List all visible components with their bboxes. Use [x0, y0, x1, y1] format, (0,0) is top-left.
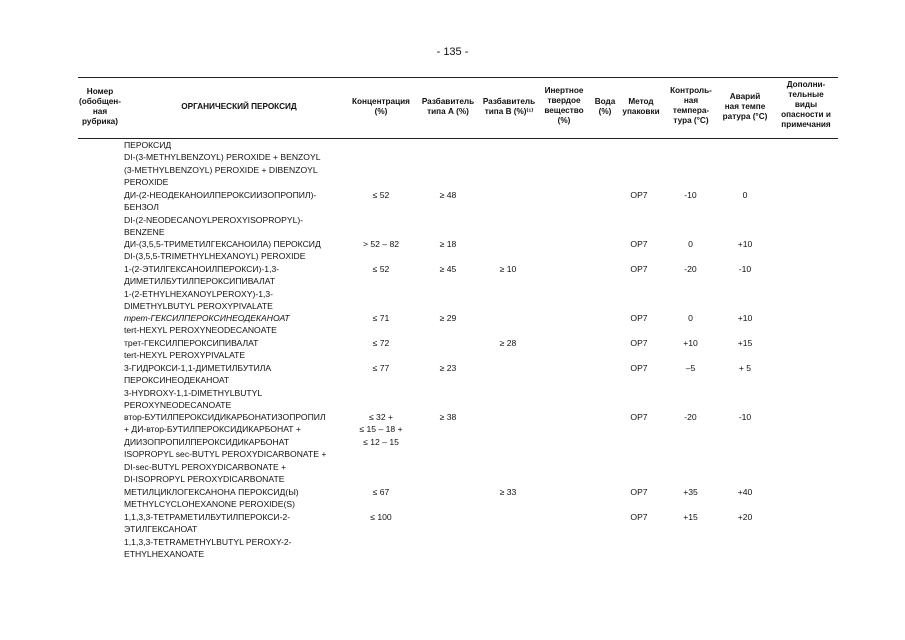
emergency-temp-value: + 5: [738, 363, 752, 373]
concentration-value: ≤ 71: [372, 313, 390, 323]
peroxide-name: МЕТИЛЦИКЛОГЕКСАНОНА ПЕРОКСИД(Ы) METHYLCYCLOHEXANONE PEROXIDE(S): [124, 487, 299, 510]
peroxide-name: ДИ-(2-НЕОДЕКАНОИЛПЕРОКСИИЗОПРОПИЛ)- БЕНЗОЛ DI-(2-NEODECANOYLPEROXYISOPROPYL)- BENZENE: [124, 190, 317, 238]
concentration-value: ≤ 52: [372, 190, 390, 200]
concentration-value: ≤ 67: [372, 487, 390, 497]
diluent-a-value: ≥ 48: [439, 190, 457, 200]
packing-method-value: OP7: [630, 487, 648, 497]
packing-method-value: OP7: [630, 412, 648, 422]
diluent-a-value: ≥ 45: [439, 264, 457, 274]
control-temp-value: 0: [688, 239, 693, 249]
concentration-value: ≤ 72: [372, 338, 390, 348]
control-temp-value: +35: [683, 487, 698, 497]
control-temp-value: +15: [683, 512, 698, 522]
packing-method-value: OP7: [630, 313, 648, 323]
emergency-temp-value: +10: [737, 313, 753, 323]
header-packing-method: Метод упаковки: [622, 97, 660, 116]
peroxide-name: ПЕРОКСИД DI-(3-METHYLBENZOYL) PEROXIDE + BENZOYL (3-METHYLBENZOYL) PEROXIDE + DIBENZOYL PEROXIDE: [124, 140, 321, 188]
header-remarks: Дополни- тельные виды опасности и примечания: [781, 80, 831, 129]
concentration-value: ≤ 32 + ≤ 15 – 18 + ≤ 12 – 15: [359, 412, 403, 447]
concentration-value: ≤ 100: [370, 512, 392, 522]
peroxide-name: трет-ГЕКСИЛПЕРОКСИНЕОДЕКАНОАТ tert-HEXYL PEROXYNEODECANOATE: [124, 313, 290, 336]
header-diluent-b: Разбавитель типа В (%)⁽¹⁾: [482, 97, 536, 116]
control-temp-value: -20: [684, 264, 697, 274]
packing-method-value: OP7: [630, 338, 648, 348]
emergency-temp-value: +40: [737, 487, 753, 497]
packing-method-value: OP7: [630, 239, 648, 249]
diluent-a-value: ≥ 23: [439, 363, 457, 373]
peroxide-name: 1,1,3,3-ТЕТРАМЕТИЛБУТИЛПЕРОКСИ-2- ЭТИЛГЕКСАНОАТ 1,1,3,3-TETRAMETHYLBUTYL PEROXY-2- ETHYLHEXANOATE: [124, 512, 292, 560]
diluent-b-value: ≥ 10: [499, 264, 517, 274]
packing-method-value: OP7: [630, 512, 648, 522]
diluent-a-value: ≥ 29: [439, 313, 457, 323]
emergency-temp-value: +15: [737, 338, 753, 348]
header-water: Вода (%): [594, 97, 616, 116]
peroxide-name: 3-ГИДРОКСИ-1,1-ДИМЕТИЛБУТИЛА ПЕРОКСИНЕОДЕКАНОАТ 3-HYDROXY-1,1-DIMETHYLBUTYL PEROXYNEODECANOATE: [124, 363, 272, 411]
concentration-value: ≤ 77: [372, 363, 390, 373]
packing-method-value: OP7: [630, 264, 648, 274]
concentration-value: ≤ 52: [372, 264, 390, 274]
diluent-a-value: ≥ 18: [439, 239, 457, 249]
emergency-temp-value: +20: [737, 512, 753, 522]
header-peroxide: ОРГАНИЧЕСКИЙ ПЕРОКСИД: [181, 102, 297, 111]
emergency-temp-value: -10: [738, 412, 752, 422]
emergency-temp-value: -10: [738, 264, 752, 274]
peroxide-name: 1-(2-ЭТИЛГЕКСАНОИЛПЕРОКСИ)-1,3- ДИМЕТИЛБУТИЛПЕРОКСИПИВАЛАТ 1-(2-ETHYLHEXANOYLPEROXY)-1,3- DIMETHYLBUTYL PEROXYPIVALATE: [124, 264, 280, 312]
table-top-rule: [78, 77, 838, 78]
control-temp-value: 0: [688, 313, 693, 323]
emergency-temp-value: +10: [737, 239, 753, 249]
control-temp-value: –5: [685, 363, 696, 373]
diluent-b-value: ≥ 33: [499, 487, 517, 497]
header-number: Номер (обобщен- ная рубрика): [79, 87, 121, 126]
peroxide-name: трет-ГЕКСИЛПЕРОКСИПИВАЛАТ tert-HEXYL PEROXYPIVALATE: [124, 338, 259, 361]
header-control-temp: Контроль- ная темпера- тура (°C): [670, 86, 712, 125]
packing-method-value: OP7: [630, 363, 648, 373]
concentration-value: > 52 – 82: [362, 239, 400, 249]
header-inert-solid: Инертное твердое вещество (%): [544, 86, 584, 125]
control-temp-value: +10: [683, 338, 698, 348]
header-diluent-a: Разбавитель типа А (%): [421, 97, 475, 116]
diluent-a-value: ≥ 38: [439, 412, 457, 422]
header-emergency-temp: Аварий ная темпе ратура (°C): [722, 92, 768, 121]
control-temp-value: -20: [684, 412, 697, 422]
header-concentration: Концентрация (%): [352, 97, 410, 116]
page-number: - 135 -: [436, 46, 469, 58]
packing-method-value: OP7: [630, 190, 648, 200]
peroxide-name: ДИ-(3,5,5-ТРИМЕТИЛГЕКСАНОИЛА) ПЕРОКСИД DI-(3,5,5-TRIMETHYLHEXANOYL) PEROXIDE: [124, 239, 321, 262]
peroxide-name: втор-БУТИЛПЕРОКСИДИКАРБОНАТИЗОПРОПИЛ + ДИ-втор-БУТИЛПЕРОКСИДИКАРБОНАТ + ДИИЗОПРОПИЛПЕРОКСИДИКАРБОНАТ ISOPROPYL sec-BUTYL PEROXYDICARBONATE + DI-sec-BUTYL PEROXYDICARBONATE + DI-ISOPROPYL PEROXYDICARBONATE: [124, 412, 327, 485]
control-temp-value: -10: [684, 190, 697, 200]
diluent-b-value: ≥ 28: [499, 338, 517, 348]
emergency-temp-value: 0: [742, 190, 748, 200]
